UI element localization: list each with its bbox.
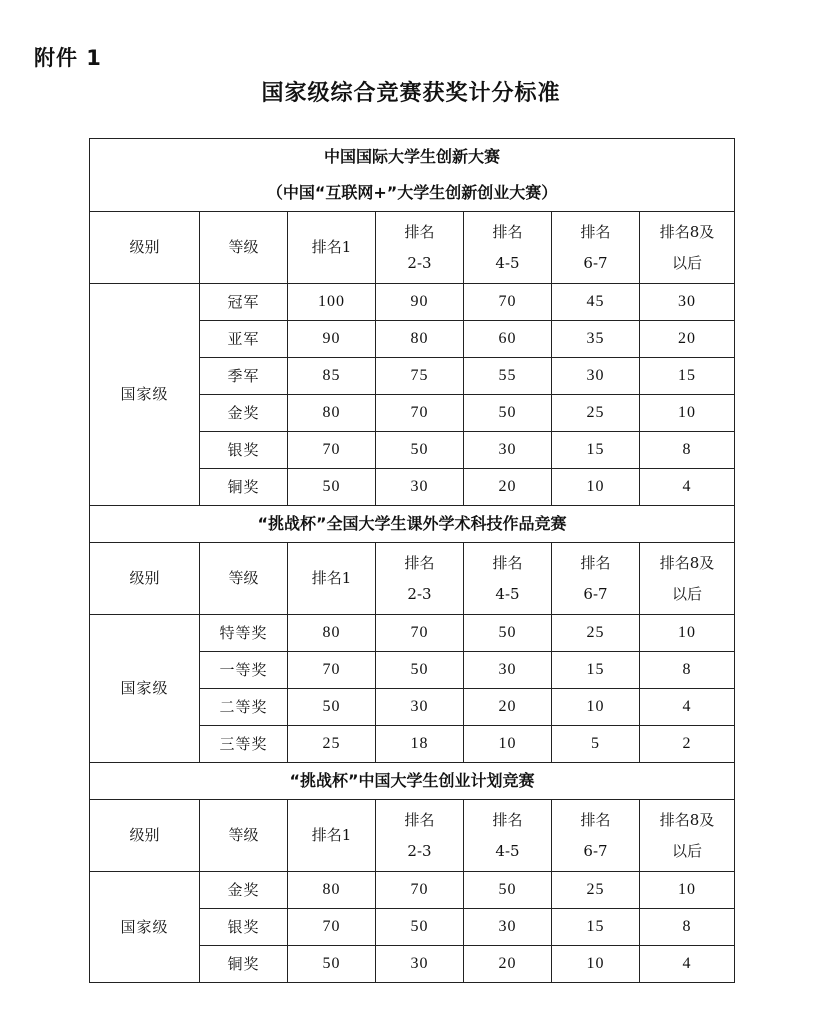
score-cell: 70: [288, 909, 376, 946]
grade-cell: 一等奖: [200, 652, 288, 689]
score-cell: 10: [464, 726, 552, 763]
header-rank2: 排名 2-3: [376, 800, 464, 872]
section-title: [90, 763, 735, 800]
score-cell: 20: [464, 689, 552, 726]
score-cell: 18: [376, 726, 464, 763]
header-rank4: 排名 6-7: [552, 543, 640, 615]
section-title-line1: “挑战杯”全国大学生课外学术科技作品竞赛: [257, 514, 567, 534]
score-cell: 10: [552, 469, 640, 506]
section-title-line2: （中国“互联网+”大学生创新创业大赛）: [266, 183, 558, 203]
header-rank1: 排名1: [288, 800, 376, 872]
score-cell: 50: [288, 469, 376, 506]
score-cell: 4: [640, 946, 735, 983]
score-cell: 15: [552, 909, 640, 946]
table-row: [90, 872, 735, 909]
header-level: 级别: [90, 212, 200, 284]
score-cell: 80: [376, 321, 464, 358]
grade-cell: 银奖: [200, 909, 288, 946]
score-cell: 30: [464, 432, 552, 469]
score-cell: 20: [464, 946, 552, 983]
attachment-label: 附件 1: [34, 46, 102, 70]
header-grade: 等级: [200, 212, 288, 284]
score-cell: 10: [640, 615, 735, 652]
score-cell: 50: [376, 909, 464, 946]
section-title-line1: “挑战杯”中国大学生创业计划竞赛: [289, 771, 535, 791]
header-rank4: 排名 6-7: [552, 800, 640, 872]
score-cell: 15: [552, 652, 640, 689]
header-rank5: 排名8及 以后: [640, 212, 735, 284]
header-rank2: 排名 2-3: [376, 212, 464, 284]
header-grade: 等级: [200, 800, 288, 872]
document-title: 国家级综合竞赛获奖计分标准: [261, 81, 561, 106]
score-cell: 30: [640, 284, 735, 321]
score-cell: 30: [376, 946, 464, 983]
header-level: 级别: [90, 800, 200, 872]
level-cell: 国家级: [90, 284, 200, 506]
score-cell: 25: [288, 726, 376, 763]
level-cell: 国家级: [90, 872, 200, 983]
header-rank4: 排名 6-7: [552, 212, 640, 284]
score-cell: 45: [552, 284, 640, 321]
score-cell: 70: [376, 395, 464, 432]
score-cell: 50: [288, 946, 376, 983]
score-cell: 70: [288, 432, 376, 469]
score-cell: 10: [640, 872, 735, 909]
score-cell: 75: [376, 358, 464, 395]
score-cell: 70: [376, 615, 464, 652]
header-rank1: 排名1: [288, 543, 376, 615]
score-cell: 10: [552, 946, 640, 983]
score-cell: 70: [288, 652, 376, 689]
section-title-row: [90, 139, 735, 212]
score-cell: 55: [464, 358, 552, 395]
column-header-row: [90, 212, 735, 284]
score-cell: 15: [640, 358, 735, 395]
score-cell: 5: [552, 726, 640, 763]
table-row: [90, 284, 735, 321]
grade-cell: 铜奖: [200, 946, 288, 983]
score-cell: 20: [464, 469, 552, 506]
level-cell: 国家级: [90, 615, 200, 763]
score-cell: 30: [552, 358, 640, 395]
score-cell: 30: [376, 689, 464, 726]
grade-cell: 冠军: [200, 284, 288, 321]
score-cell: 50: [288, 689, 376, 726]
score-cell: 10: [640, 395, 735, 432]
column-header-row: [90, 800, 735, 872]
score-cell: 100: [288, 284, 376, 321]
score-cell: 20: [640, 321, 735, 358]
score-cell: 50: [464, 872, 552, 909]
header-rank5: 排名8及 以后: [640, 543, 735, 615]
grade-cell: 特等奖: [200, 615, 288, 652]
score-cell: 35: [552, 321, 640, 358]
score-cell: 50: [464, 395, 552, 432]
section-title: [90, 139, 735, 212]
score-cell: 4: [640, 689, 735, 726]
score-cell: 30: [464, 909, 552, 946]
grade-cell: 银奖: [200, 432, 288, 469]
score-cell: 25: [552, 395, 640, 432]
score-cell: 50: [376, 432, 464, 469]
header-rank5: 排名8及 以后: [640, 800, 735, 872]
score-cell: 80: [288, 615, 376, 652]
score-cell: 80: [288, 872, 376, 909]
header-rank3: 排名 4-5: [464, 543, 552, 615]
score-cell: 70: [376, 872, 464, 909]
score-cell: 85: [288, 358, 376, 395]
grade-cell: 季军: [200, 358, 288, 395]
table-row: [90, 615, 735, 652]
score-cell: 50: [376, 652, 464, 689]
grade-cell: 二等奖: [200, 689, 288, 726]
score-cell: 50: [464, 615, 552, 652]
score-cell: 90: [288, 321, 376, 358]
grade-cell: 三等奖: [200, 726, 288, 763]
header-rank2: 排名 2-3: [376, 543, 464, 615]
score-cell: 90: [376, 284, 464, 321]
section-title: [90, 506, 735, 543]
grade-cell: 铜奖: [200, 469, 288, 506]
header-rank1: 排名1: [288, 212, 376, 284]
score-table: [89, 138, 735, 983]
header-grade: 等级: [200, 543, 288, 615]
score-cell: 30: [464, 652, 552, 689]
section-title-row: [90, 506, 735, 543]
score-cell: 2: [640, 726, 735, 763]
column-header-row: [90, 543, 735, 615]
grade-cell: 金奖: [200, 395, 288, 432]
score-cell: 25: [552, 872, 640, 909]
grade-cell: 亚军: [200, 321, 288, 358]
score-cell: 30: [376, 469, 464, 506]
grade-cell: 金奖: [200, 872, 288, 909]
section-title-row: [90, 763, 735, 800]
score-cell: 15: [552, 432, 640, 469]
header-rank3: 排名 4-5: [464, 800, 552, 872]
score-cell: 60: [464, 321, 552, 358]
score-cell: 8: [640, 432, 735, 469]
score-cell: 8: [640, 909, 735, 946]
header-level: 级别: [90, 543, 200, 615]
score-cell: 4: [640, 469, 735, 506]
section-title-line1: 中国国际大学生创新大赛: [324, 147, 501, 167]
score-cell: 80: [288, 395, 376, 432]
score-cell: 25: [552, 615, 640, 652]
header-rank3: 排名 4-5: [464, 212, 552, 284]
score-cell: 10: [552, 689, 640, 726]
score-cell: 8: [640, 652, 735, 689]
score-cell: 70: [464, 284, 552, 321]
